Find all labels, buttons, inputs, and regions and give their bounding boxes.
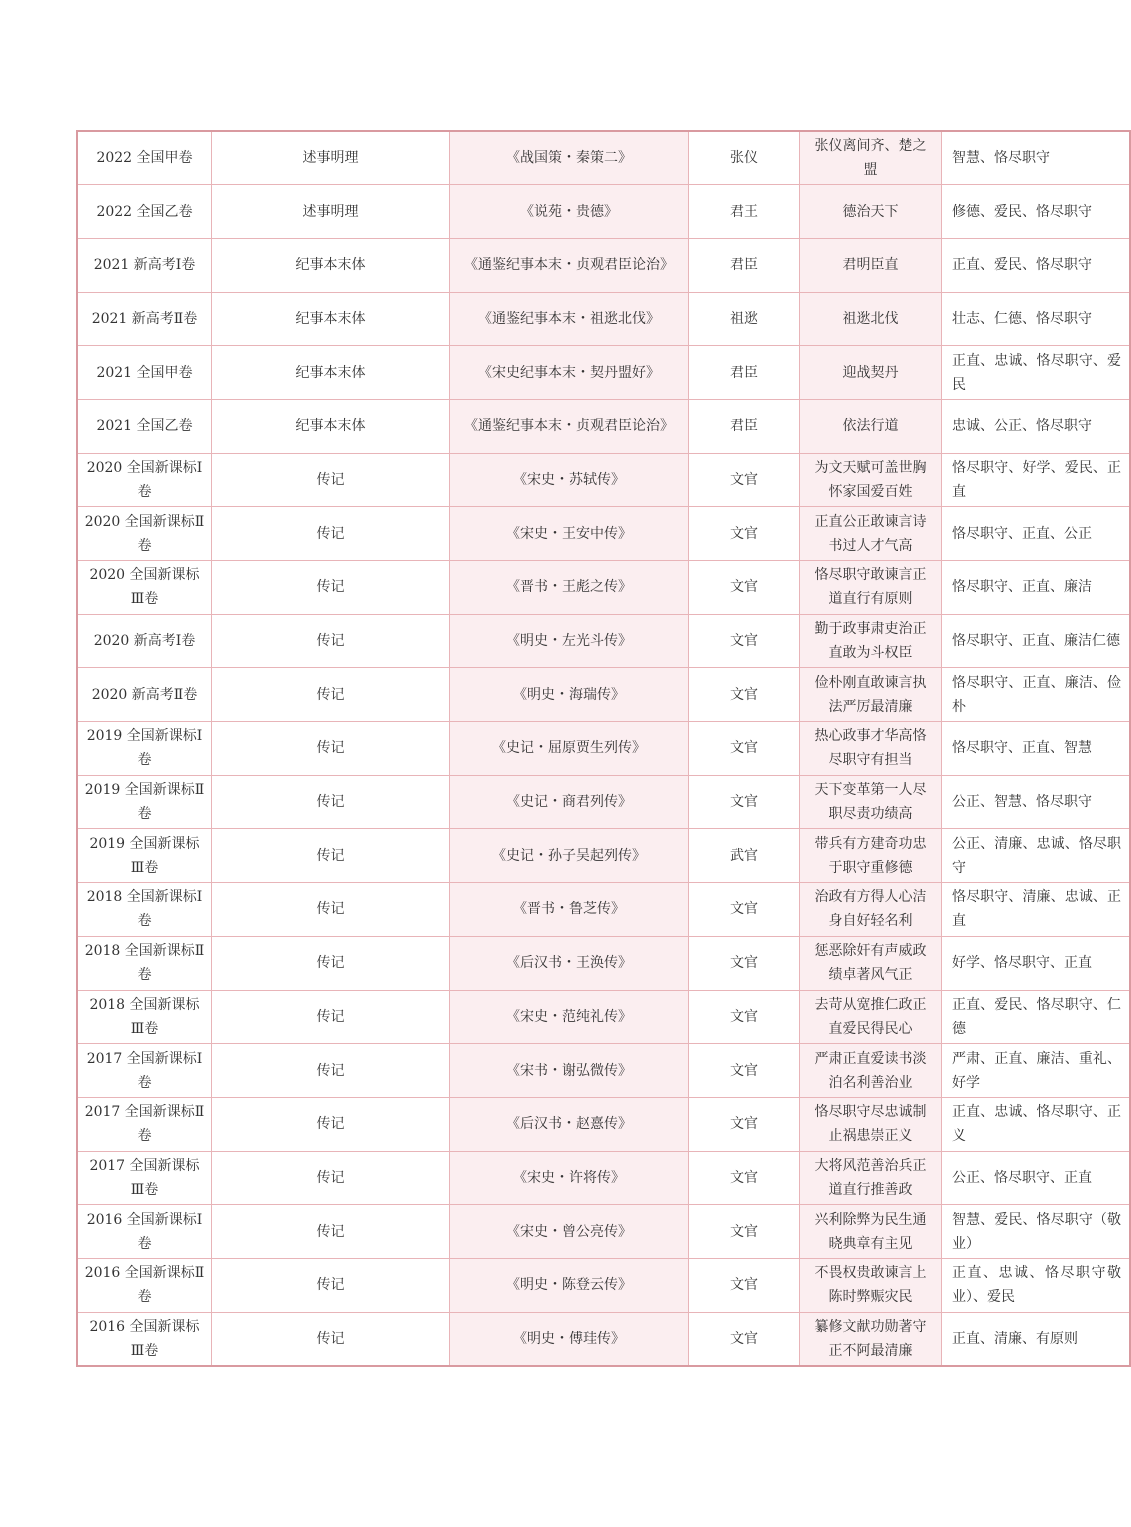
event-cell: 恪尽职守尽忠诚制止祸患崇正义 — [800, 1097, 942, 1151]
qualities-cell: 公正、恪尽职守、正直 — [942, 1151, 1131, 1205]
event-cell: 大将风范善治兵正道直行推善政 — [800, 1151, 942, 1205]
table-row — [77, 1044, 1130, 1098]
table-row — [77, 775, 1130, 829]
source-cell: 《说苑・贵德》 — [450, 185, 689, 239]
figure-role-cell: 文官 — [689, 561, 800, 615]
exam-year-cell: 2021 全国甲卷 — [77, 346, 212, 400]
text-type-cell: 传记 — [212, 507, 450, 561]
qualities-cell: 正直、忠诚、恪尽职守、爱民 — [942, 346, 1131, 400]
text-type-cell: 纪事本末体 — [212, 292, 450, 346]
table-body — [77, 131, 1130, 1366]
event-cell: 依法行道 — [800, 399, 942, 453]
table-row — [77, 507, 1130, 561]
text-type-cell: 传记 — [212, 883, 450, 937]
figure-role-cell: 君臣 — [689, 399, 800, 453]
table-row — [77, 238, 1130, 292]
event-cell: 勤于政事肃吏治正直敢为斗权臣 — [800, 614, 942, 668]
table-row — [77, 292, 1130, 346]
figure-role-cell: 武官 — [689, 829, 800, 883]
table-row — [77, 346, 1130, 400]
event-cell: 正直公正敢谏言诗书过人才气高 — [800, 507, 942, 561]
exam-year-cell: 2020 全国新课标Ⅲ卷 — [77, 561, 212, 615]
event-cell: 张仪离间齐、楚之盟 — [800, 131, 942, 185]
event-cell: 俭朴刚直敢谏言执法严厉最清廉 — [800, 668, 942, 722]
exam-year-cell: 2020 全国新课标Ⅱ卷 — [77, 507, 212, 561]
source-cell: 《宋史・范纯礼传》 — [450, 990, 689, 1044]
table-row — [77, 722, 1130, 776]
qualities-cell: 恪尽职守、清廉、忠诚、正直 — [942, 883, 1131, 937]
exam-year-cell: 2019 全国新课标Ⅰ卷 — [77, 722, 212, 776]
text-type-cell: 述事明理 — [212, 131, 450, 185]
exam-year-cell: 2021 新高考Ⅱ卷 — [77, 292, 212, 346]
event-cell: 严肃正直爱读书淡泊名利善治业 — [800, 1044, 942, 1098]
source-cell: 《明史・海瑞传》 — [450, 668, 689, 722]
table-row — [77, 614, 1130, 668]
event-cell: 君明臣直 — [800, 238, 942, 292]
exam-year-cell: 2019 全国新课标Ⅱ卷 — [77, 775, 212, 829]
qualities-cell: 恪尽职守、好学、爱民、正直 — [942, 453, 1131, 507]
figure-role-cell: 文官 — [689, 883, 800, 937]
table-row — [77, 185, 1130, 239]
exam-year-cell: 2016 全国新课标Ⅱ卷 — [77, 1258, 212, 1312]
figure-role-cell: 文官 — [689, 936, 800, 990]
figure-role-cell: 文官 — [689, 1312, 800, 1366]
exam-year-cell: 2022 全国乙卷 — [77, 185, 212, 239]
event-cell: 祖逖北伐 — [800, 292, 942, 346]
source-cell: 《后汉书・赵憙传》 — [450, 1097, 689, 1151]
exam-year-cell: 2020 新高考Ⅱ卷 — [77, 668, 212, 722]
figure-role-cell: 祖逖 — [689, 292, 800, 346]
figure-role-cell: 文官 — [689, 990, 800, 1044]
event-cell: 治政有方得人心洁身自好轻名利 — [800, 883, 942, 937]
text-type-cell: 传记 — [212, 775, 450, 829]
figure-role-cell: 文官 — [689, 1151, 800, 1205]
qualities-cell: 壮志、仁德、恪尽职守 — [942, 292, 1131, 346]
figure-role-cell: 文官 — [689, 668, 800, 722]
qualities-cell: 智慧、恪尽职守 — [942, 131, 1131, 185]
source-cell: 《晋书・鲁芝传》 — [450, 883, 689, 937]
event-cell: 天下变革第一人尽职尽责功绩高 — [800, 775, 942, 829]
event-cell: 恪尽职守敢谏言正道直行有原则 — [800, 561, 942, 615]
event-cell: 热心政事才华高恪尽职守有担当 — [800, 722, 942, 776]
table-row — [77, 561, 1130, 615]
text-type-cell: 传记 — [212, 936, 450, 990]
exam-year-cell: 2021 新高考Ⅰ卷 — [77, 238, 212, 292]
figure-role-cell: 文官 — [689, 1205, 800, 1259]
exam-year-cell: 2019 全国新课标Ⅲ卷 — [77, 829, 212, 883]
table-row — [77, 1097, 1130, 1151]
table-row — [77, 829, 1130, 883]
text-type-cell: 纪事本末体 — [212, 346, 450, 400]
exam-year-cell: 2018 全国新课标Ⅱ卷 — [77, 936, 212, 990]
text-type-cell: 纪事本末体 — [212, 238, 450, 292]
source-cell: 《战国策・秦策二》 — [450, 131, 689, 185]
exam-year-cell: 2018 全国新课标Ⅰ卷 — [77, 883, 212, 937]
text-type-cell: 传记 — [212, 1312, 450, 1366]
text-type-cell: 传记 — [212, 722, 450, 776]
table-row — [77, 990, 1130, 1044]
qualities-cell: 正直、清廉、有原则 — [942, 1312, 1131, 1366]
exam-year-cell: 2020 全国新课标Ⅰ卷 — [77, 453, 212, 507]
qualities-cell: 忠诚、公正、恪尽职守 — [942, 399, 1131, 453]
table-row — [77, 1151, 1130, 1205]
text-type-cell: 传记 — [212, 1097, 450, 1151]
source-cell: 《通鉴纪事本末・贞观君臣论治》 — [450, 238, 689, 292]
figure-role-cell: 文官 — [689, 614, 800, 668]
event-cell: 兴利除弊为民生通晓典章有主见 — [800, 1205, 942, 1259]
table-row — [77, 1258, 1130, 1312]
figure-role-cell: 文官 — [689, 453, 800, 507]
event-cell: 纂修文献功勋著守正不阿最清廉 — [800, 1312, 942, 1366]
figure-role-cell: 文官 — [689, 775, 800, 829]
text-type-cell: 传记 — [212, 829, 450, 883]
event-cell: 不畏权贵敢谏言上陈时弊赈灾民 — [800, 1258, 942, 1312]
qualities-cell: 修德、爱民、恪尽职守 — [942, 185, 1131, 239]
text-type-cell: 传记 — [212, 561, 450, 615]
exam-year-cell: 2016 全国新课标Ⅲ卷 — [77, 1312, 212, 1366]
source-cell: 《明史・左光斗传》 — [450, 614, 689, 668]
qualities-cell: 正直、忠诚、恪尽职守、正义 — [942, 1097, 1131, 1151]
qualities-cell: 恪尽职守、正直、智慧 — [942, 722, 1131, 776]
qualities-cell: 严肃、正直、廉洁、重礼、好学 — [942, 1044, 1131, 1098]
qualities-cell: 公正、智慧、恪尽职守 — [942, 775, 1131, 829]
text-type-cell: 传记 — [212, 453, 450, 507]
table-row — [77, 668, 1130, 722]
source-cell: 《宋书・谢弘微传》 — [450, 1044, 689, 1098]
figure-role-cell: 文官 — [689, 722, 800, 776]
text-type-cell: 传记 — [212, 1044, 450, 1098]
source-cell: 《史记・屈原贾生列传》 — [450, 722, 689, 776]
figure-role-cell: 张仪 — [689, 131, 800, 185]
table-row — [77, 1205, 1130, 1259]
source-cell: 《晋书・王彪之传》 — [450, 561, 689, 615]
event-cell: 惩恶除奸有声威政绩卓著风气正 — [800, 936, 942, 990]
figure-role-cell: 文官 — [689, 1097, 800, 1151]
source-cell: 《宋史・王安中传》 — [450, 507, 689, 561]
event-cell: 带兵有方建奇功忠于职守重修德 — [800, 829, 942, 883]
figure-role-cell: 文官 — [689, 1258, 800, 1312]
source-cell: 《明史・陈登云传》 — [450, 1258, 689, 1312]
source-cell: 《史记・商君列传》 — [450, 775, 689, 829]
qualities-cell: 恪尽职守、正直、廉洁 — [942, 561, 1131, 615]
exam-year-cell: 2021 全国乙卷 — [77, 399, 212, 453]
exam-year-cell: 2016 全国新课标Ⅰ卷 — [77, 1205, 212, 1259]
source-cell: 《宋史纪事本末・契丹盟好》 — [450, 346, 689, 400]
text-type-cell: 传记 — [212, 668, 450, 722]
table-row — [77, 399, 1130, 453]
exam-year-cell: 2018 全国新课标Ⅲ卷 — [77, 990, 212, 1044]
event-cell: 迎战契丹 — [800, 346, 942, 400]
figure-role-cell: 文官 — [689, 507, 800, 561]
exam-year-cell: 2020 新高考Ⅰ卷 — [77, 614, 212, 668]
source-cell: 《宋史・许将传》 — [450, 1151, 689, 1205]
table-row — [77, 131, 1130, 185]
source-cell: 《史记・孙子吴起列传》 — [450, 829, 689, 883]
source-cell: 《通鉴纪事本末・祖逖北伐》 — [450, 292, 689, 346]
exam-year-cell: 2017 全国新课标Ⅲ卷 — [77, 1151, 212, 1205]
text-type-cell: 纪事本末体 — [212, 399, 450, 453]
qualities-cell: 正直、爱民、恪尽职守 — [942, 238, 1131, 292]
figure-role-cell: 君王 — [689, 185, 800, 239]
source-cell: 《宋史・苏轼传》 — [450, 453, 689, 507]
text-type-cell: 述事明理 — [212, 185, 450, 239]
qualities-cell: 正直、爱民、恪尽职守、仁德 — [942, 990, 1131, 1044]
figure-role-cell: 文官 — [689, 1044, 800, 1098]
source-cell: 《宋史・曾公亮传》 — [450, 1205, 689, 1259]
qualities-cell: 恪尽职守、正直、廉洁仁德 — [942, 614, 1131, 668]
exam-year-cell: 2022 全国甲卷 — [77, 131, 212, 185]
source-cell: 《后汉书・王涣传》 — [450, 936, 689, 990]
table-row — [77, 883, 1130, 937]
event-cell: 德治天下 — [800, 185, 942, 239]
table-row — [77, 1312, 1130, 1366]
table-row — [77, 936, 1130, 990]
qualities-cell: 恪尽职守、正直、公正 — [942, 507, 1131, 561]
qualities-cell: 好学、恪尽职守、正直 — [942, 936, 1131, 990]
figure-role-cell: 君臣 — [689, 346, 800, 400]
text-type-cell: 传记 — [212, 1151, 450, 1205]
table-row — [77, 453, 1130, 507]
source-cell: 《明史・傅珪传》 — [450, 1312, 689, 1366]
qualities-cell: 公正、清廉、忠诚、恪尽职守 — [942, 829, 1131, 883]
exam-year-cell: 2017 全国新课标Ⅱ卷 — [77, 1097, 212, 1151]
text-type-cell: 传记 — [212, 1258, 450, 1312]
qualities-cell: 正直、忠诚、恪尽职守敬业）、爱民 — [942, 1258, 1131, 1312]
exam-year-cell: 2017 全国新课标Ⅰ卷 — [77, 1044, 212, 1098]
text-type-cell: 传记 — [212, 614, 450, 668]
qualities-cell: 恪尽职守、正直、廉洁、俭朴 — [942, 668, 1131, 722]
event-cell: 为文天赋可盖世胸怀家国爱百姓 — [800, 453, 942, 507]
exam-passages-table — [76, 130, 1131, 1367]
qualities-cell: 智慧、爱民、恪尽职守（敬业） — [942, 1205, 1131, 1259]
figure-role-cell: 君臣 — [689, 238, 800, 292]
text-type-cell: 传记 — [212, 990, 450, 1044]
event-cell: 去苛从宽推仁政正直爱民得民心 — [800, 990, 942, 1044]
text-type-cell: 传记 — [212, 1205, 450, 1259]
source-cell: 《通鉴纪事本末・贞观君臣论治》 — [450, 399, 689, 453]
